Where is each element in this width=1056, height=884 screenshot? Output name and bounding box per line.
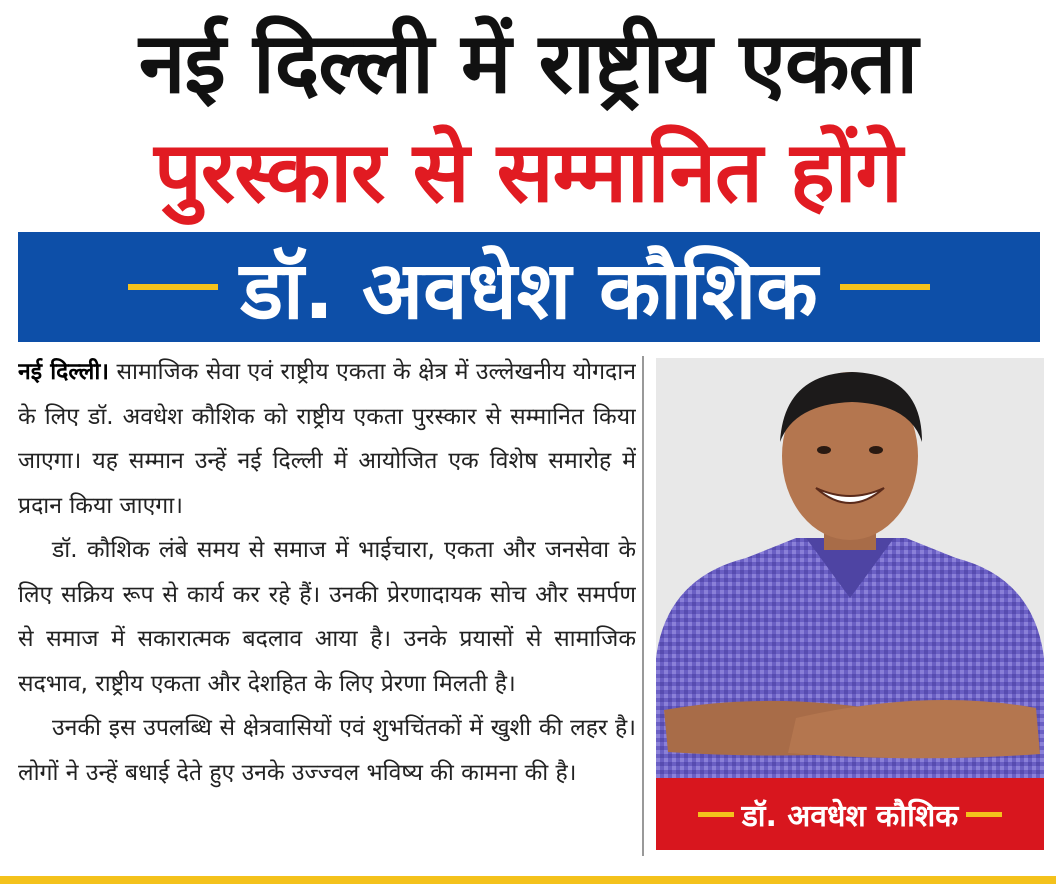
portrait-photo	[656, 358, 1044, 778]
photo-caption-bar	[656, 778, 1044, 850]
article-body	[18, 350, 636, 880]
banner-left-rule	[128, 284, 218, 290]
caption-right-rule	[966, 812, 1002, 817]
dateline: नई दिल्ली।	[18, 359, 110, 385]
caption-left-rule	[698, 812, 734, 817]
article-paragraph-1	[18, 350, 636, 528]
photo-caption: डॉ. अवधेश कौशिक	[741, 798, 959, 834]
paragraph-1-text: सामाजिक सेवा एवं राष्ट्रीय एकता के क्षेत्र में उल्लेखनीय योगदान के लिए डॉ. अवधेश कौशिक को राष्ट्रीय एकता पुरस्कार से सम्मानित किया जाएगा। यह सम्मान उन्हें नई दिल्ली में आयोजित एक विशेष समारोह में प्रदान किया जाएगा।	[18, 359, 636, 519]
banner-right-rule	[840, 284, 930, 290]
headline-line-2: पुरस्कार से सम्मानित होंगे	[154, 123, 902, 221]
banner-name: डॉ. अवधेश कौशिक	[240, 243, 818, 337]
article-paragraph-3: उनकी इस उपलब्धि से क्षेत्रवासियों एवं शुभचिंतकों में खुशी की लहर है। लोगों ने उन्हें बधाई देते हुए उनके उज्ज्वल भविष्य की कामना की है।	[18, 715, 636, 786]
portrait-illustration	[656, 358, 1044, 778]
name-banner	[18, 232, 1040, 342]
headline-line-1: नई दिल्ली में राष्ट्रीय एकता	[138, 14, 918, 112]
bottom-border	[0, 876, 1056, 884]
column-divider	[642, 356, 644, 856]
article-paragraph-2: डॉ. कौशिक लंबे समय से समाज में भाईचारा, एकता और जनसेवा के लिए सक्रिय रूप से कार्य कर रहे हैं। उनकी प्रेरणादायक सोच और समर्पण से समाज में सकारात्मक बदलाव आया है। उनके प्रयासों से सामाजिक सदभाव, राष्ट्रीय एकता और देशहित के लिए प्रेरणा मिलती है।	[18, 537, 636, 697]
